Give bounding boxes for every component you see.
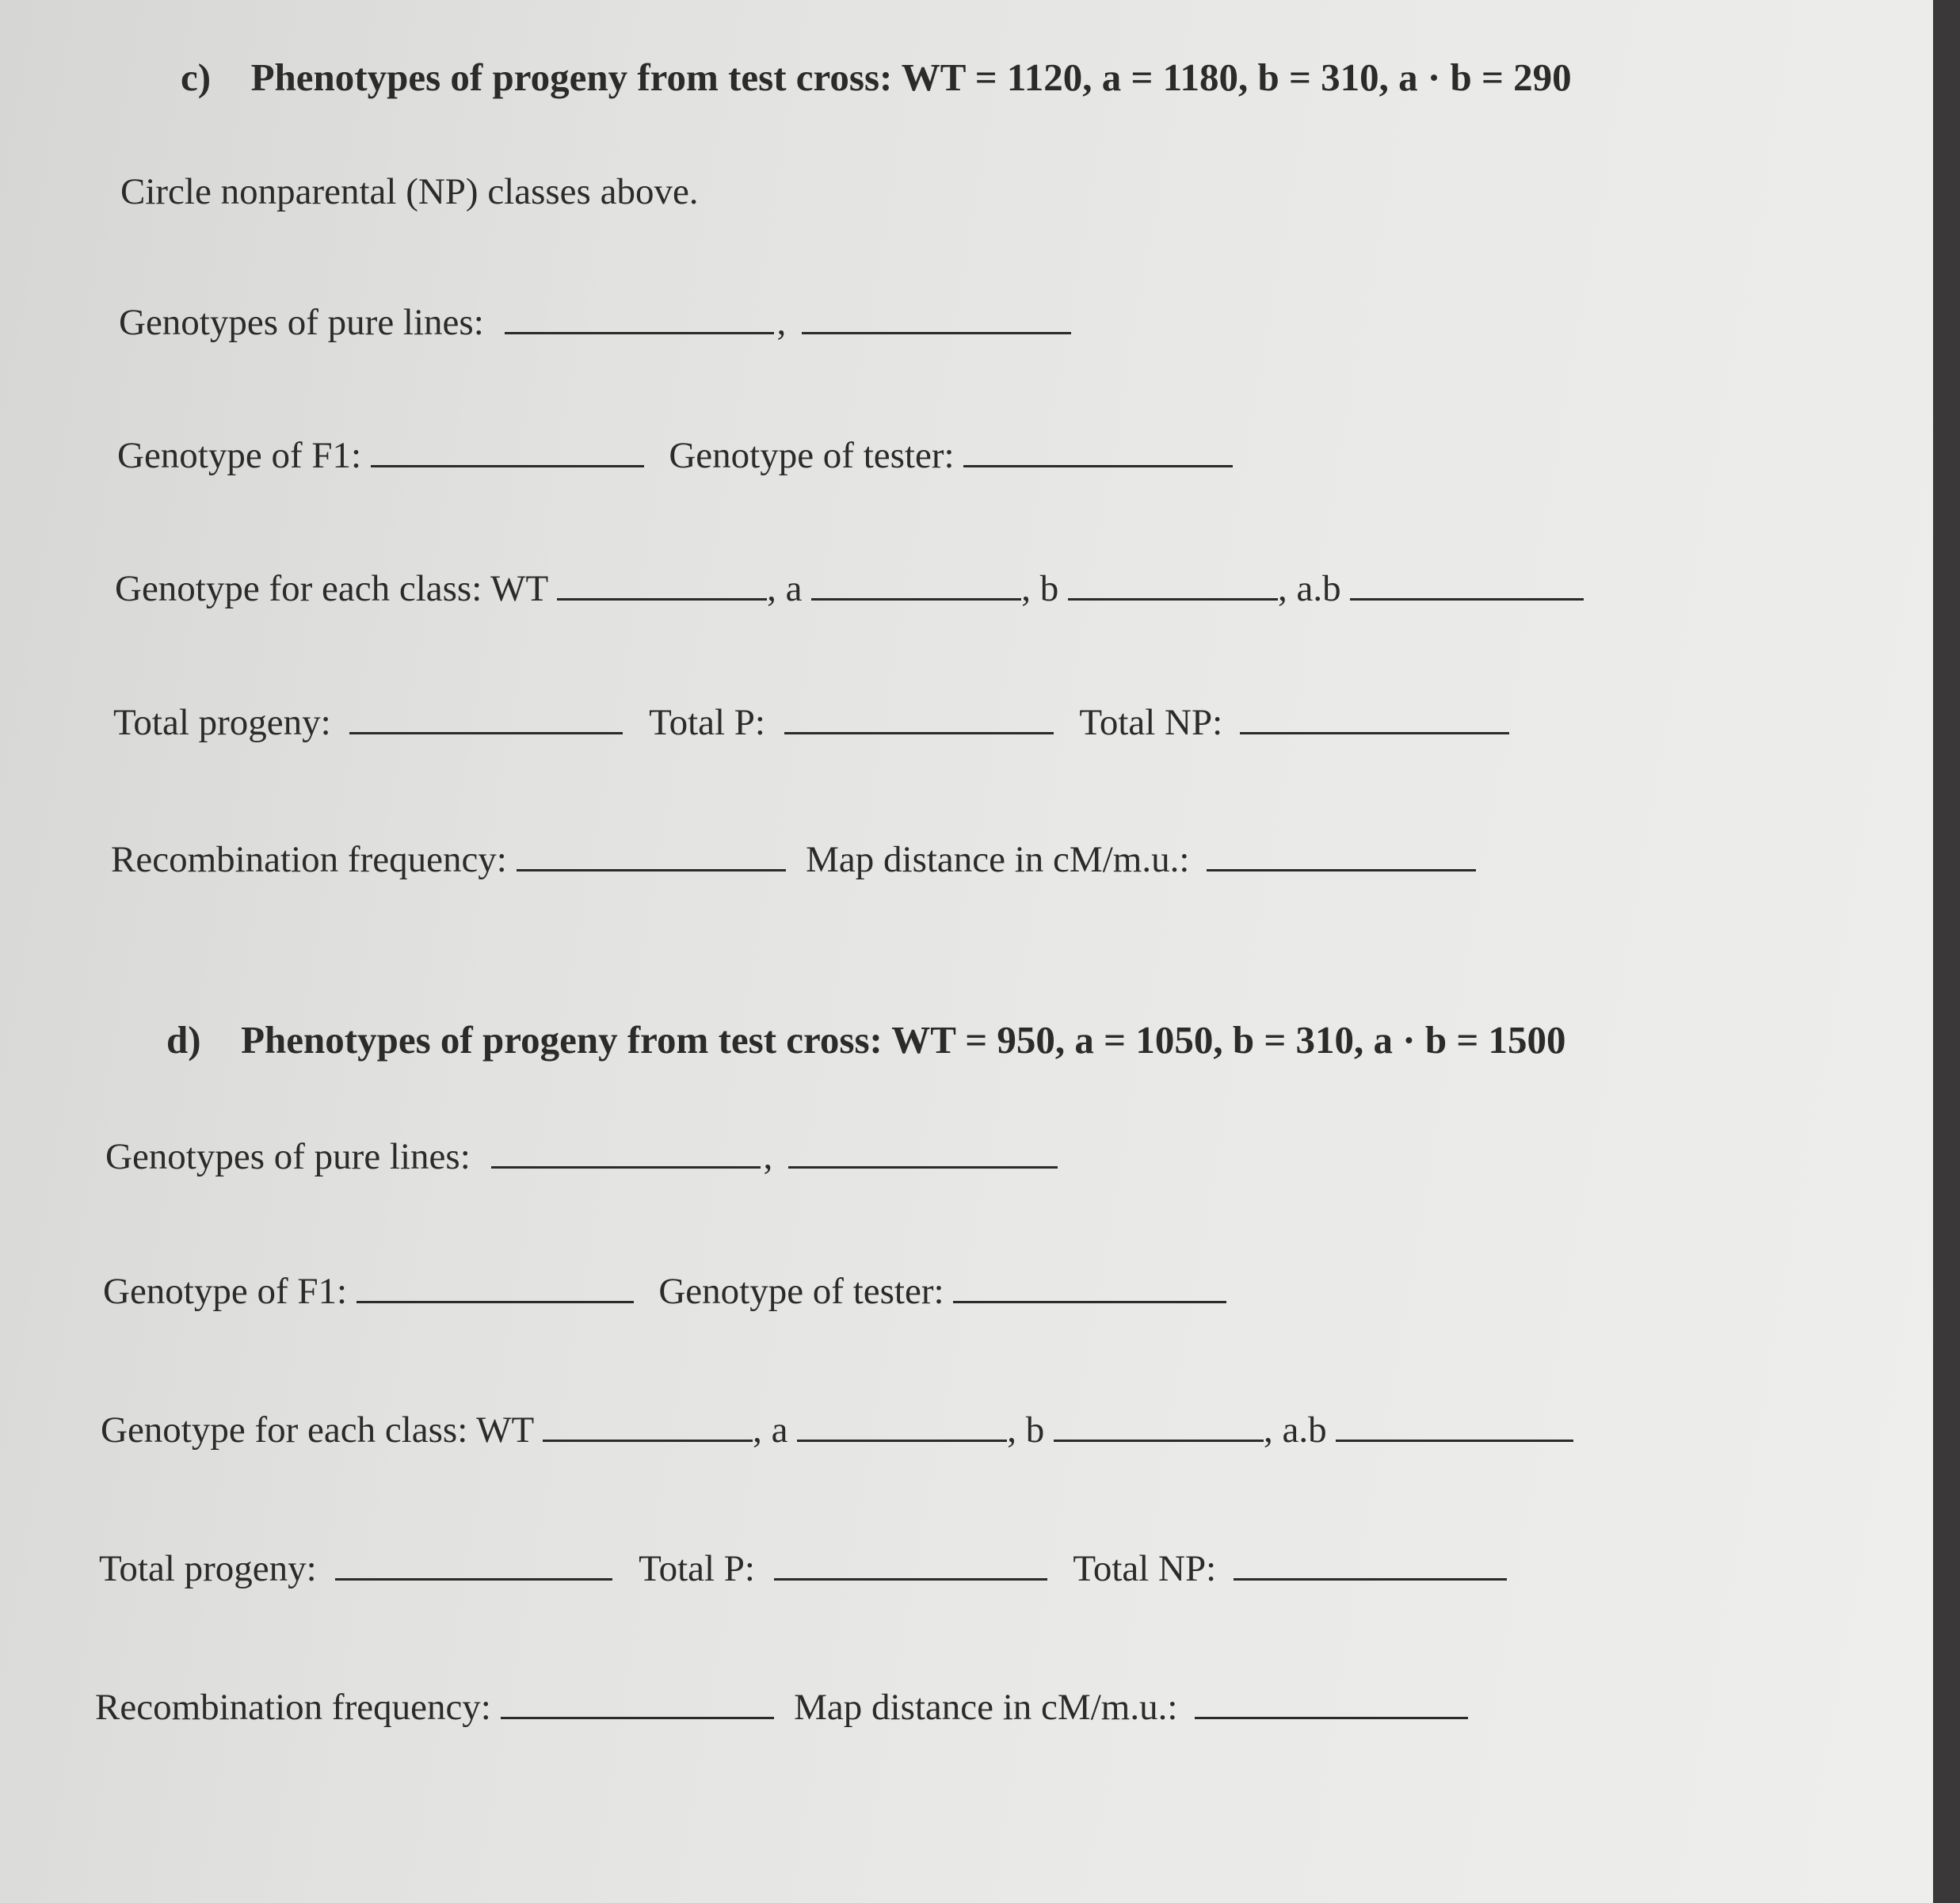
total-np-label: Total NP: [1073,1548,1217,1589]
part-c-recomb-row [111,836,1479,883]
recomb-frequency-blank[interactable] [517,845,786,871]
wt-genotype-blank[interactable] [557,574,767,601]
part-d-heading-text: Phenotypes of progeny from test cross: WT = 950, a = 1050, b = 310, a · b = 1500 [241,1018,1566,1062]
map-distance-blank[interactable] [1207,845,1476,871]
b-genotype-blank[interactable] [1068,574,1278,601]
pure-line-1-blank[interactable] [491,1142,761,1169]
part-d-totals-row [99,1545,1510,1592]
map-distance-blank[interactable] [1195,1693,1468,1719]
part-c-class-row [115,565,1584,612]
comma: , [776,302,787,343]
class-b-label: , b [1007,1409,1045,1451]
part-d-label: d) [166,1018,201,1062]
total-p-blank[interactable] [784,708,1054,734]
map-distance-label: Map distance in cM/m.u.: [806,839,1190,880]
class-b-label: , b [1021,568,1059,609]
recomb-label: Recombination frequency: [95,1687,491,1728]
wt-genotype-blank[interactable] [543,1416,753,1442]
tester-genotype-blank[interactable] [963,441,1233,467]
pure-lines-label: Genotypes of pure lines: [119,302,484,343]
f1-label: Genotype of F1: [117,435,362,476]
pure-lines-label: Genotypes of pure lines: [105,1136,471,1177]
a-genotype-blank[interactable] [811,574,1021,601]
tester-label: Genotype of tester: [658,1271,944,1312]
comma: , [763,1136,773,1177]
pure-line-1-blank[interactable] [505,308,774,334]
class-a-label: , a [753,1409,788,1451]
class-ab-label: , a.b [1264,1409,1327,1451]
total-progeny-blank[interactable] [349,708,623,734]
each-class-label: Genotype for each class: WT [101,1409,534,1451]
total-np-label: Total NP: [1079,702,1223,743]
part-d-heading [166,1016,1566,1064]
ab-genotype-blank[interactable] [1336,1416,1573,1442]
recomb-label: Recombination frequency: [111,839,507,880]
part-d-f1-row [103,1268,1230,1315]
total-progeny-blank[interactable] [335,1554,612,1581]
part-c-pure-lines-row [119,299,1074,346]
total-p-label: Total P: [639,1548,755,1589]
total-progeny-label: Total progeny: [99,1548,317,1589]
part-c-label: c) [181,55,212,99]
f1-label: Genotype of F1: [103,1271,348,1312]
circle-instruction: Circle nonparental (NP) classes above. [120,171,699,212]
f1-genotype-blank[interactable] [357,1277,634,1303]
ab-genotype-blank[interactable] [1350,574,1584,601]
part-c-f1-row [117,432,1236,479]
total-progeny-label: Total progeny: [113,702,331,743]
each-class-label: Genotype for each class: WT [115,568,548,609]
total-p-label: Total P: [649,702,765,743]
part-c-heading-text: Phenotypes of progeny from test cross: WT = 1120, a = 1180, b = 310, a · b = 290 [250,55,1572,99]
a-genotype-blank[interactable] [797,1416,1007,1442]
f1-genotype-blank[interactable] [371,441,644,467]
tester-genotype-blank[interactable] [953,1277,1226,1303]
recomb-frequency-blank[interactable] [501,1693,774,1719]
part-d-recomb-row [95,1684,1471,1731]
class-ab-label: , a.b [1278,568,1341,609]
part-c-totals-row [113,699,1512,746]
total-np-blank[interactable] [1234,1554,1507,1581]
tester-label: Genotype of tester: [669,435,955,476]
total-np-blank[interactable] [1240,708,1509,734]
class-a-label: , a [767,568,803,609]
part-d-class-row [101,1406,1573,1454]
b-genotype-blank[interactable] [1054,1416,1264,1442]
total-p-blank[interactable] [774,1554,1047,1581]
pure-line-2-blank[interactable] [788,1142,1058,1169]
part-c-heading [181,54,1572,101]
map-distance-label: Map distance in cM/m.u.: [794,1687,1178,1728]
part-d-pure-lines-row [105,1133,1061,1180]
pure-line-2-blank[interactable] [802,308,1071,334]
